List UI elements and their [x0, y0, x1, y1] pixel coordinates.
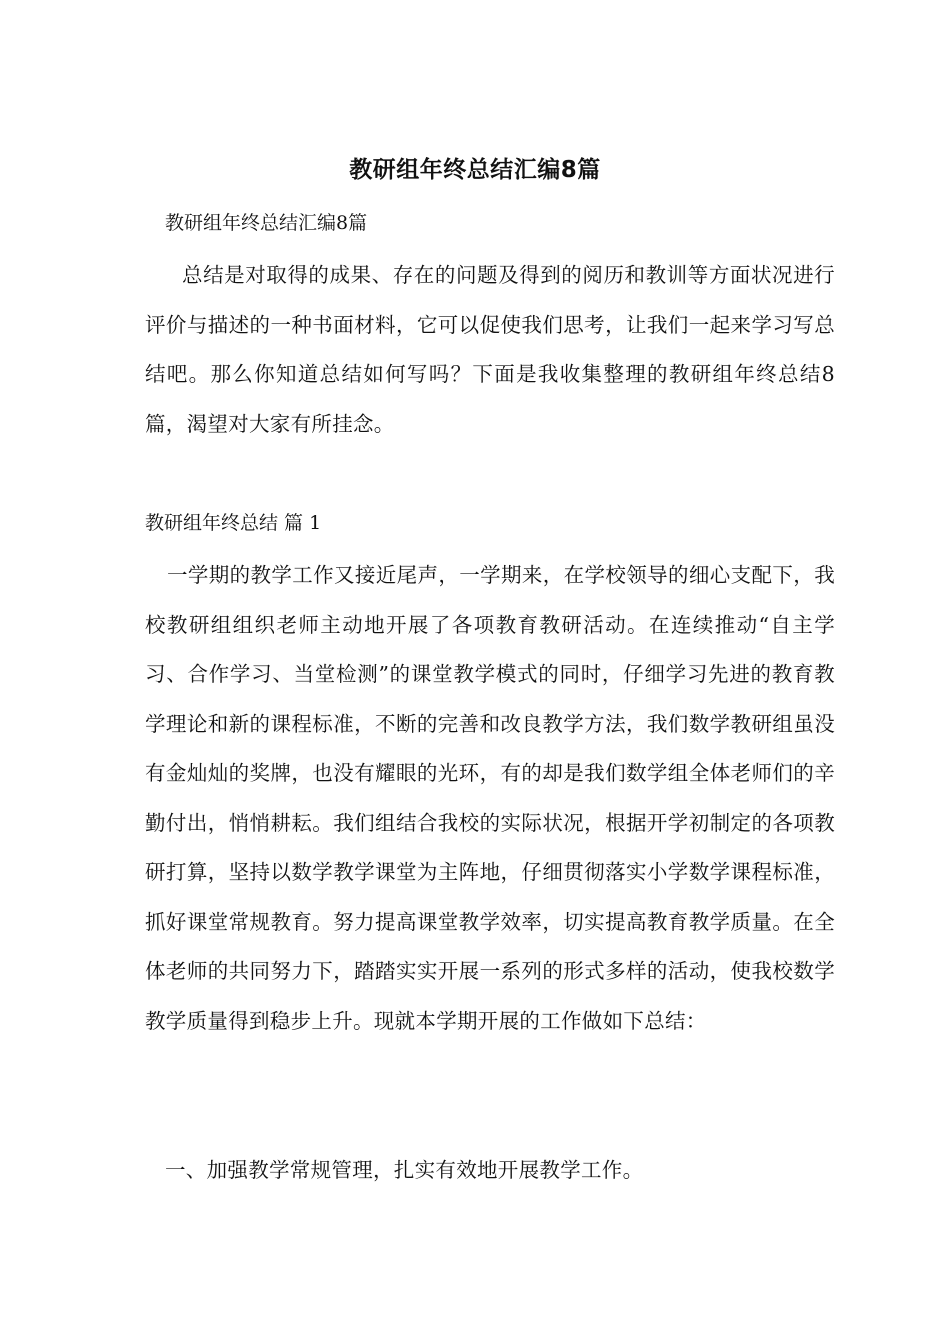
- section-body-paragraph: 一学期的教学工作又接近尾声，一学期来，在学校领导的细心支配下，我校教研组组织老师主动地开展了各项教育教研活动。在连续推动“自主学习、合作学习、当堂检测”的课堂教学模式的同时，仔细学习先进的教育教学理论和新的课程标准，不断的完善和改良教学方法，我们数学教研组虽没有金灿灿的奖牌，也没有耀眼的光环，有的却是我们数学组全体老师们的辛勤付出，悄悄耕耘。我们组结合我校的实际状况，根据开学初制定的各项教研打算，坚持以数学教学课堂为主阵地，仔细贯彻落实小学数学课程标准，抓好课堂常规教育。努力提高课堂教学效率，切实提高教育教学质量。在全体老师的共同努力下，踏踏实实开展一系列的形式多样的活动，使我校数学教学质量得到稳步上升。现就本学期开展的工作做如下总结：: [145, 563, 835, 1033]
- section-point-heading: 一、加强教学常规管理，扎实有效地开展教学工作。: [165, 1158, 644, 1182]
- intro-paragraph: 总结是对取得的成果、存在的问题及得到的阅历和教训等方面状况进行评价与描述的一种书面材料，它可以促使我们思考，让我们一起来学习写总结吧。那么你知道总结如何写吗？下面是我收集整理的教研组年终总结8篇，渴望对大家有所挂念。: [145, 263, 835, 436]
- section-heading: 教研组年终总结 篇 1: [145, 512, 322, 534]
- document-title: 教研组年终总结汇编8篇: [349, 157, 601, 183]
- document-subtitle: 教研组年终总结汇编8篇: [165, 212, 368, 234]
